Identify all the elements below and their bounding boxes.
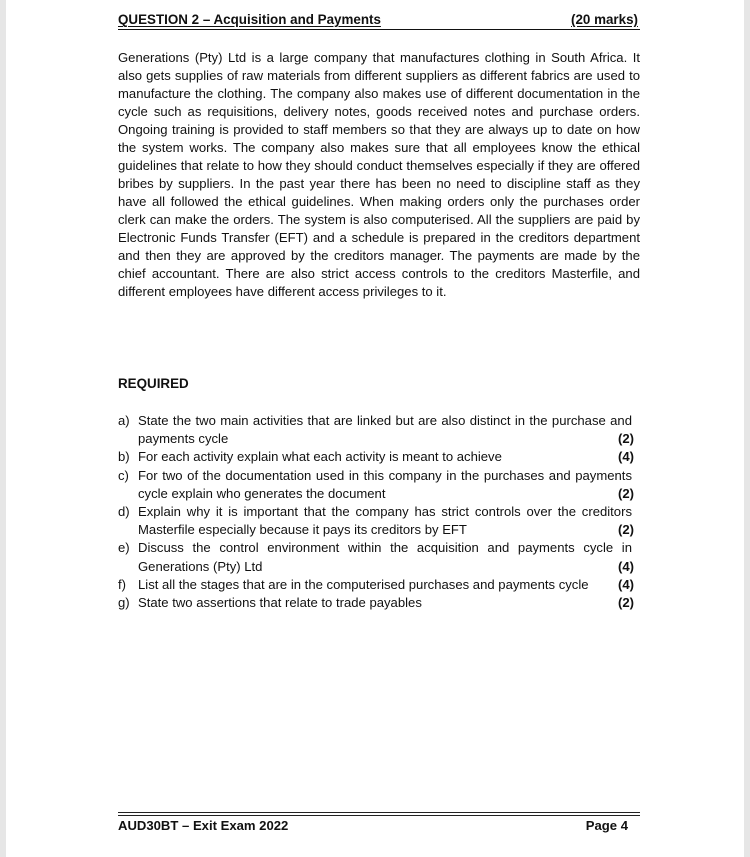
question-mark: (4) [617,576,634,592]
question-text: For two of the documentation used in this company in the purchases and payments cycle explain who generates the document [138,467,632,501]
question-mark: (2) [617,522,634,538]
question-text: Explain why it is important that the company has strict controls over the creditors Masterfile especially because it pays its creditors by EFT [138,504,632,538]
question-item-a [118,412,640,448]
question-item-f [118,576,640,594]
question-letter: b) [118,449,130,465]
question-letter: f) [118,576,126,592]
footer-exam-label: AUD30BT – Exit Exam 2022 [118,818,289,833]
question-item-c [118,467,640,503]
question-mark: (2) [617,431,634,447]
question-item-g [118,594,640,612]
question-list [118,412,640,612]
question-text: List all the stages that are in the computerised purchases and payments cycle [138,576,589,592]
question-text: State two assertions that relate to trade payables [138,595,422,611]
question-letter: g) [118,595,130,611]
question-title: QUESTION 2 – Acquisition and Payments [118,12,381,27]
case-paragraph: Generations (Pty) Ltd is a large company that manufactures clothing in South Africa. It also gets supplies of raw materials from different suppliers as different fabrics are used to manufacture the clothing. The company also makes use of different documentation in the cycle such as requisitions, delivery notes, goods received notes and purchase orders. Ongoing training is provided to staff members so that they are always up to date on how the system works. The company also makes sure that all employees know the ethical guidelines that relate to how they should conduct themselves especially if they are offered bribes by suppliers. In the past year there has been no need to discipline staff as they have all followed the ethical guidelines. When making orders only the purchases order clerk can make the orders. The system is also computerised. All the suppliers are paid by Electronic Funds Transfer (EFT) and a schedule is prepared in the creditors department and then they are approved by the creditors manager. The payments are made by the chief accountant. There are also strict access controls to the creditors Masterfile, and different employees have different access privileges to it. [118,50,640,299]
question-item-d [118,503,640,539]
question-text: For each activity explain what each activity is meant to achieve [138,449,502,465]
question-mark: (2) [617,595,634,611]
question-letter: c) [118,467,129,483]
question-marks: (20 marks) [571,12,638,27]
question-mark: (4) [617,558,634,574]
question-text: State the two main activities that are linked but are also distinct in the purchase and payments cycle [138,413,632,447]
question-mark: (4) [617,449,634,465]
question-item-b [118,448,640,466]
question-item-e [118,539,640,575]
required-heading: REQUIRED [118,376,189,391]
question-mark: (2) [617,485,634,501]
question-header [118,10,640,30]
footer-divider-thin [118,815,640,816]
question-letter: d) [118,504,130,520]
question-letter: a) [118,413,130,428]
footer-page-number: Page 4 [585,818,628,833]
document-page [6,0,744,857]
question-text: Discuss the control environment within the acquisition and payments cycle in Generations (Pty) Ltd [138,540,632,574]
footer-divider [118,812,640,813]
question-letter: e) [118,540,130,556]
